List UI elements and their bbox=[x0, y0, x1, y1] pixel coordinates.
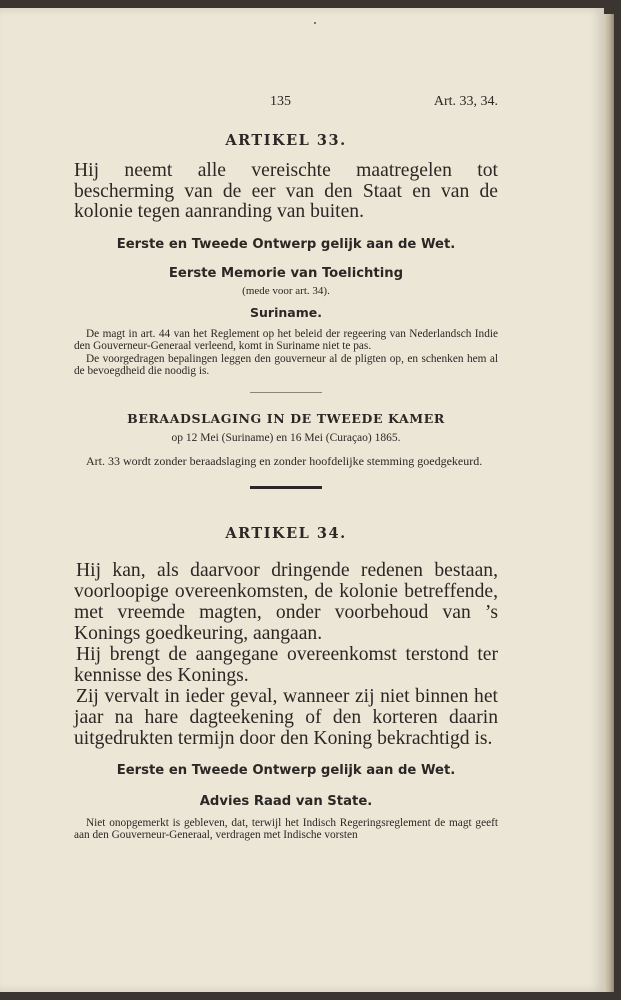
suriname-paragraph-1: De magt in art. 44 van het Reglement op het beleid der regeering van Nederlandsch Indie den Gouverneur-Generaal verleend, komt in Suriname niet te pas. bbox=[74, 327, 498, 353]
article-34-paragraph-2: Hij brengt de aangegane overeenkomst terstond ter kennisse des Konings. bbox=[74, 643, 498, 686]
advies-heading: Advies Raad van State. bbox=[199, 793, 373, 809]
print-speck bbox=[314, 22, 316, 24]
suriname-heading: Suriname. bbox=[250, 304, 322, 320]
article-33-text: Hij neemt alle vereischte maatregelen tot bescherming van de eer van den Staat en van de kolonie tegen aanranding van buiten. bbox=[74, 160, 498, 222]
divider-thin bbox=[250, 392, 322, 393]
running-head-article: Art. 33, 34. bbox=[433, 94, 498, 109]
beraadslaging-date: op 12 Mei (Suriname) en 16 Mei (Curaçao) 1865. bbox=[171, 431, 401, 444]
memorie-heading: Eerste Memorie van Toelichting bbox=[168, 265, 404, 281]
text-block bbox=[74, 92, 498, 842]
page-edge bbox=[604, 14, 614, 992]
suriname-paragraph-2: De voorgedragen bepalingen leggen den gouverneur al de pligten op, en schenken hem al de bevoegdheid die noodig is. bbox=[74, 352, 498, 378]
divider-thick bbox=[250, 486, 322, 489]
article-34-paragraph-1: Hij kan, als daarvoor dringende redenen bestaan, voorloopige overeenkomsten, de kolonie betreffende, met vreemde magten, onder voorbehoud van ’s Konings goedkeuring, aangaan. bbox=[74, 559, 498, 644]
article-34-ontwerp-heading: Eerste en Tweede Ontwerp gelijk aan de Wet. bbox=[116, 762, 456, 778]
page-number: 135 bbox=[270, 94, 291, 109]
article-33-ontwerp-heading: Eerste en Tweede Ontwerp gelijk aan de Wet. bbox=[116, 236, 456, 252]
beraadslaging-text: Art. 33 wordt zonder beraadslaging en zonder hoofdelijke stemming goedgekeurd. bbox=[86, 453, 483, 468]
beraadslaging-heading: BERAADSLAGING IN DE TWEEDE KAMER bbox=[127, 410, 445, 426]
memorie-note: (mede voor art. 34). bbox=[242, 284, 330, 297]
article-33-title: ARTIKEL 33. bbox=[225, 132, 347, 149]
article-34-title: ARTIKEL 34. bbox=[225, 524, 347, 542]
running-head bbox=[74, 92, 498, 116]
advies-text: Niet onopgemerkt is gebleven, dat, terwijl het Indisch Regeringsreglement de magt geeft aan den Gouverneur-Generaal, verdragen met Indische vorsten bbox=[74, 816, 498, 842]
article-34-paragraph-3: Zij vervalt in ieder geval, wanneer zij niet binnen het jaar na hare dagteekening of den korteren daarin uitgedrukten termijn door den Koning bekrachtigd is. bbox=[74, 685, 498, 749]
